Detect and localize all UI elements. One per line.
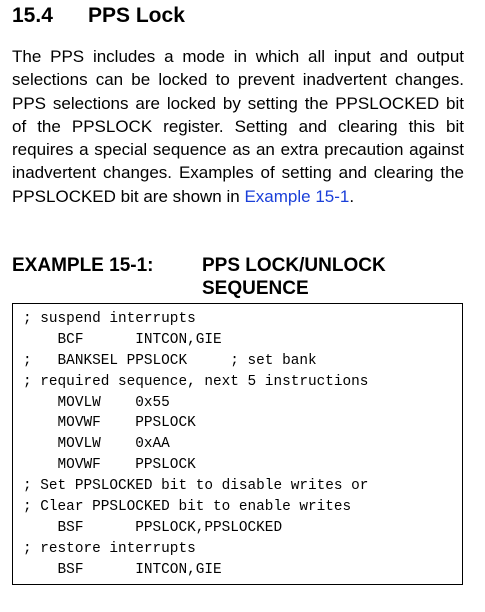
code-line: BSF PPSLOCK,PPSLOCKED: [23, 519, 283, 536]
code-line: MOVWF PPSLOCK: [23, 415, 196, 432]
code-lines: [23, 309, 368, 581]
code-line: ; Set PPSLOCKED bit to disable writes or: [23, 478, 369, 495]
code-listing: [12, 303, 463, 585]
code-line: ; BANKSEL PPSLOCK ; set bank: [23, 352, 317, 369]
example-cross-reference-link[interactable]: Example 15-1: [244, 186, 350, 206]
paragraph-end: .: [349, 186, 355, 206]
paragraph-text: The PPS includes a mode in which all input and output selections can be locked to prevent inadvertent changes. PPS selections are locked by setting the PPSLOCKED bit of the PPSLOCK register. Setting and clearing this bit requires a special sequence as an extra precaution against inadvertent changes. Examples of setting and clearing the PPSLOCKED bit are shown in: [12, 47, 464, 206]
code-line: MOVWF PPSLOCK: [23, 457, 196, 474]
code-line: MOVLW 0xAA: [23, 436, 170, 453]
code-line: BSF INTCON,GIE: [23, 561, 222, 578]
example-title: PPS LOCK/UNLOCK SEQUENCE: [202, 255, 386, 299]
section-number: 15.4: [12, 4, 53, 27]
code-line: ; suspend interrupts: [23, 311, 196, 327]
body-paragraph: [12, 45, 464, 208]
section-title: PPS Lock: [88, 4, 185, 27]
example-label: EXAMPLE 15-1:: [12, 255, 154, 276]
code-line: ; restore interrupts: [23, 540, 196, 557]
code-line: ; required sequence, next 5 instructions: [23, 373, 369, 390]
code-line: MOVLW 0x55: [23, 394, 170, 411]
code-line: ; Clear PPSLOCKED bit to enable writes: [23, 499, 352, 516]
section-heading: [12, 4, 185, 28]
code-line: BCF INTCON,GIE: [23, 331, 222, 348]
